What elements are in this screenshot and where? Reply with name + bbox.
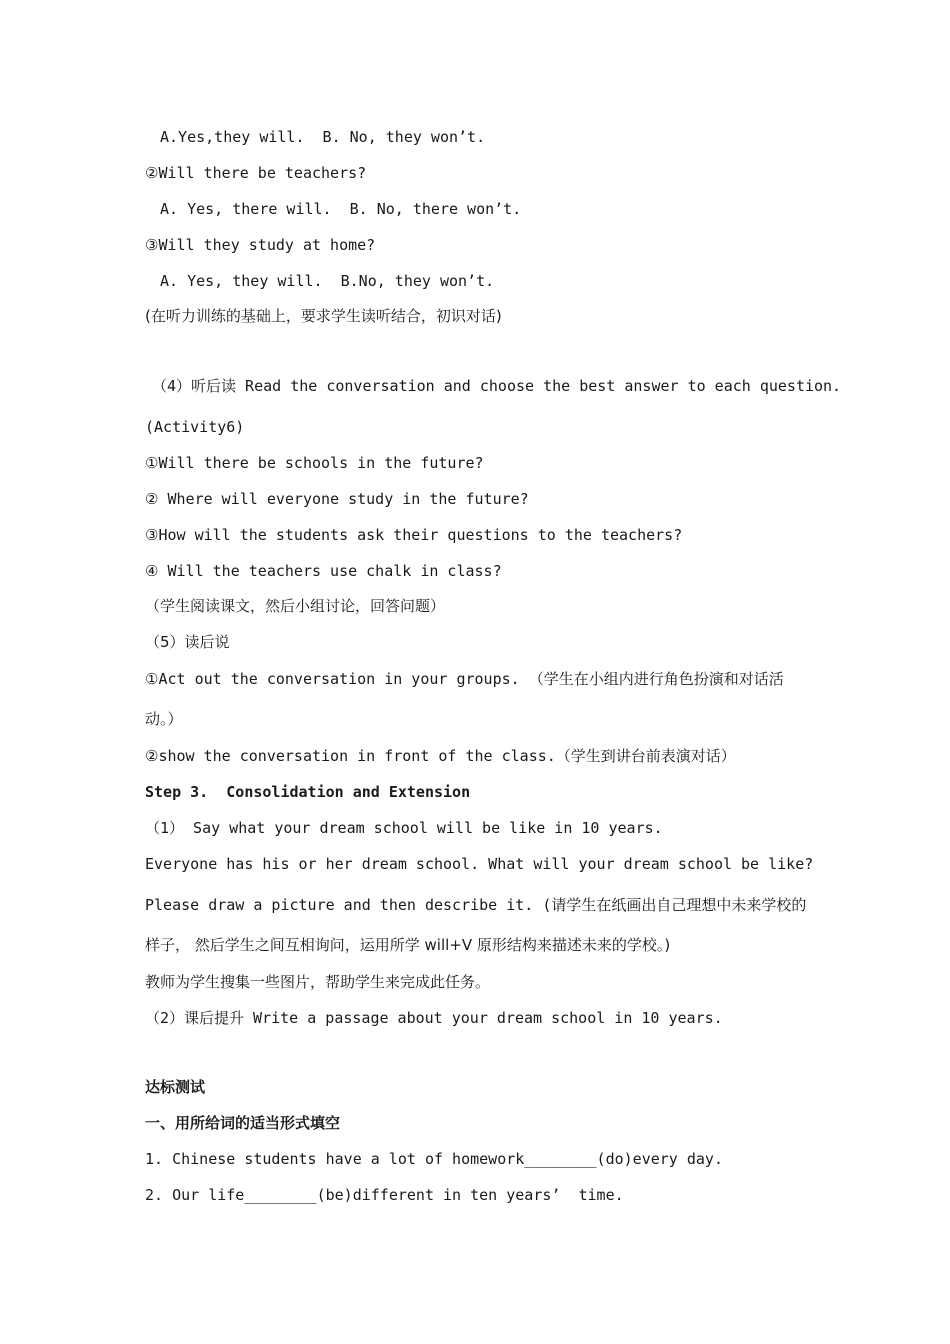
activity-6-label: (Activity6) xyxy=(145,418,245,436)
speaking-task-2: ②show the conversation in front of the class.（学生到讲台前表演对话） xyxy=(145,747,736,765)
extension-paragraph-3: 样子， 然后学生之间互相询问，运用所学 will+V 原形结构来描述未来的学校。) xyxy=(145,936,671,954)
reading-question-3: ③How will the students ask their questions to the teachers? xyxy=(145,526,683,544)
reading-question-2: ② Where will everyone study in the future? xyxy=(145,490,529,508)
extension-task-1: （1） Say what your dream school will be like in 10 years. xyxy=(145,819,663,837)
fill-blank-item-2: 2. Our life________(be)different in ten years’ time. xyxy=(145,1186,624,1204)
answer-options-1: A.Yes,they will. B. No, they won’t. xyxy=(160,128,486,146)
speaking-task-1: ①Act out the conversation in your groups. （学生在小组内进行角色扮演和对话活 xyxy=(145,670,784,688)
speaking-task-1-cont: 动。） xyxy=(145,710,183,728)
reading-question-4: ④ Will the teachers use chalk in class? xyxy=(145,562,502,580)
question-2: ②Will there be teachers? xyxy=(145,164,367,182)
fill-blank-item-1: 1. Chinese students have a lot of homework________(do)every day. xyxy=(145,1150,723,1168)
extension-paragraph-2: Please draw a picture and then describe it. (请学生在纸画出自己理想中未来学校的 xyxy=(145,896,807,914)
teacher-note-3: 教师为学生搜集一些图片，帮助学生来完成此任务。 xyxy=(145,973,491,991)
answer-options-2: A. Yes, there will. B. No, there won’t. xyxy=(160,200,522,218)
reading-question-1: ①Will there be schools in the future? xyxy=(145,454,484,472)
step-3-heading: Step 3. Consolidation and Extension xyxy=(145,783,471,801)
answer-options-3: A. Yes, they will. B.No, they won’t. xyxy=(160,272,495,290)
activity-4-heading: （4）听后读 Read the conversation and choose the best answer to each question. xyxy=(152,377,842,395)
test-heading: 达标测试 xyxy=(145,1078,206,1096)
homework-task: （2）课后提升 Write a passage about your dream school in 10 years. xyxy=(145,1009,723,1027)
teacher-note-1: (在听力训练的基础上，要求学生读听结合，初识对话) xyxy=(145,307,502,325)
activity-5-heading: （5）读后说 xyxy=(145,633,230,651)
fill-blank-heading: 一、用所给词的适当形式填空 xyxy=(145,1114,341,1132)
teacher-note-2: （学生阅读课文，然后小组讨论，回答问题） xyxy=(145,597,446,615)
question-3: ③Will they study at home? xyxy=(145,236,376,254)
extension-paragraph-1: Everyone has his or her dream school. What will your dream school be like? xyxy=(145,855,814,873)
